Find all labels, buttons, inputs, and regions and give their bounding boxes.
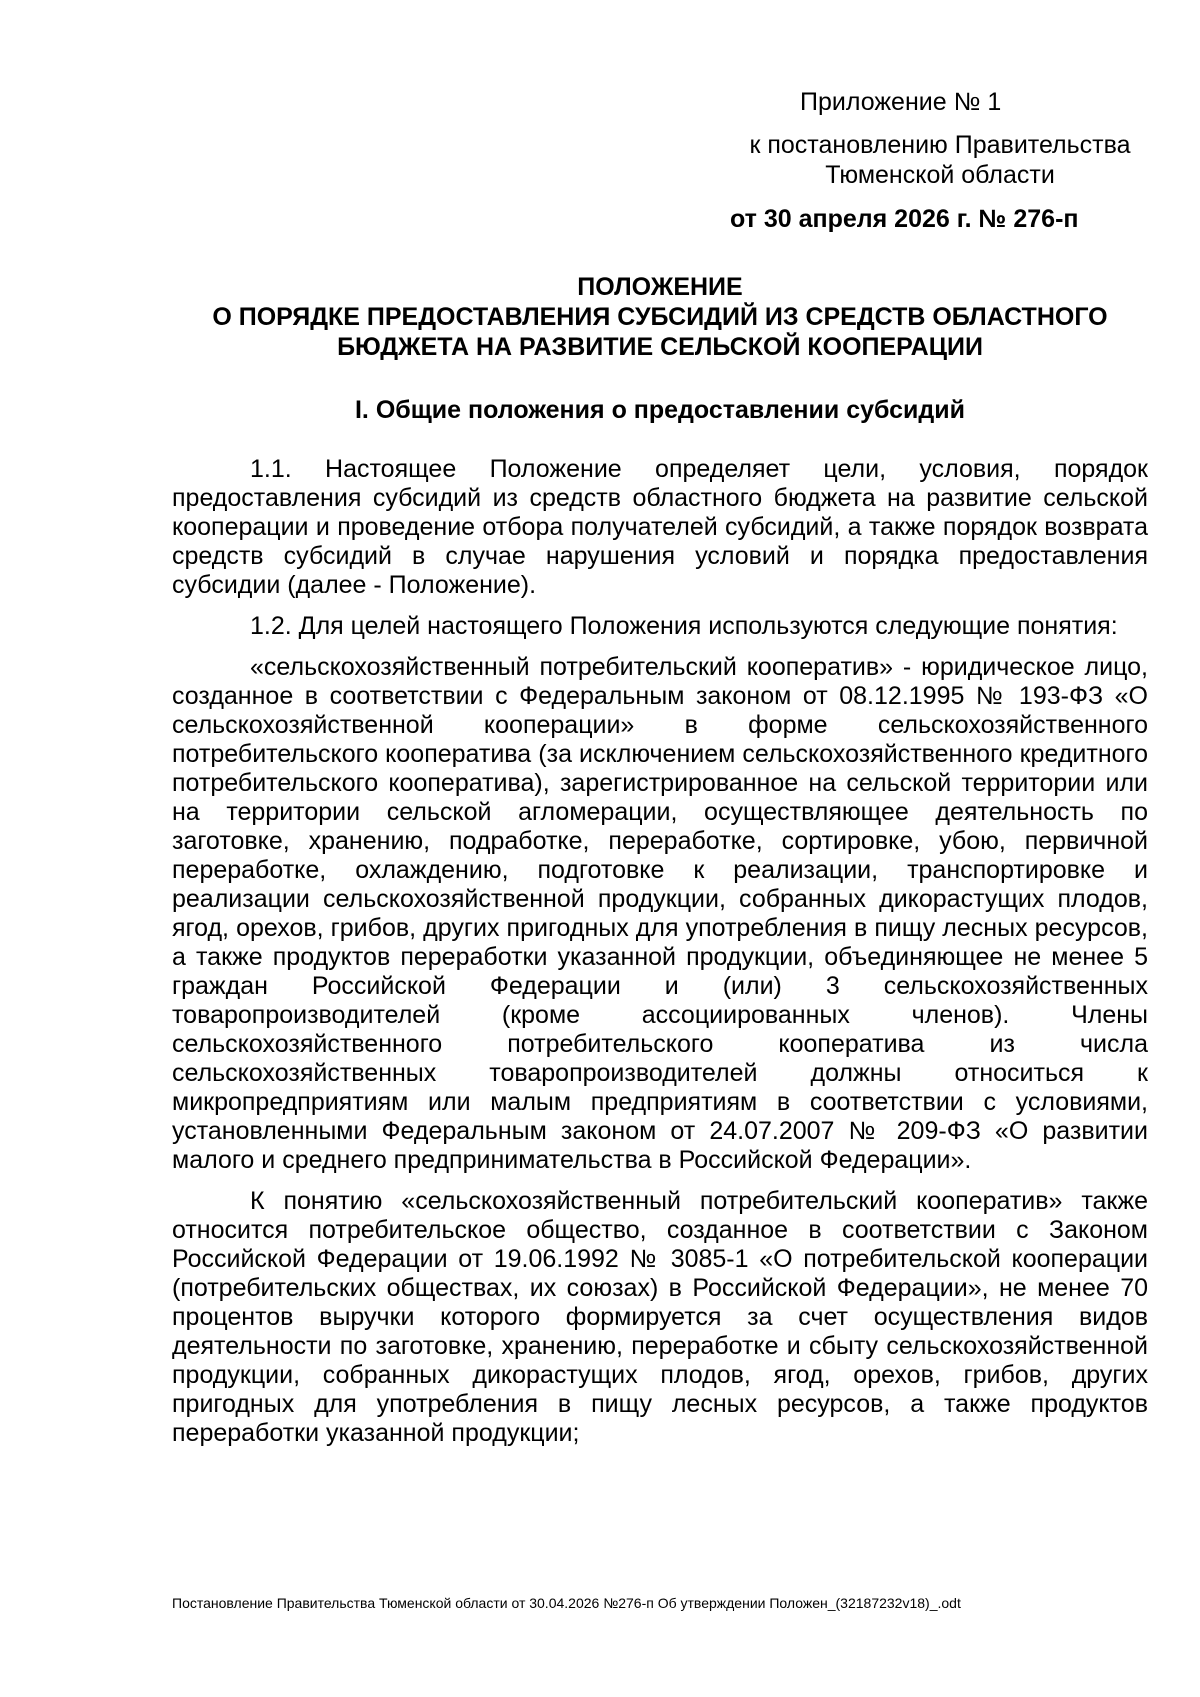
page-footer-filename: Постановление Правительства Тюменской области от 30.04.2026 №276-п Об утверждении Положен_(32187232v18)_.odt <box>172 1595 961 1611</box>
title-line-2: О ПОРЯДКЕ ПРЕДОСТАВЛЕНИЯ СУБСИДИЙ ИЗ СРЕДСТВ ОБЛАСТНОГО <box>212 303 1108 331</box>
title-line-3: БЮДЖЕТА НА РАЗВИТИЕ СЕЛЬСКОЙ КООПЕРАЦИИ <box>337 333 983 361</box>
paragraph-definition-cooperative: «сельскохозяйственный потребительский кооператив» - юридическое лицо, созданное в соответствии с Федеральным законом от 08.12.1995 № 193-ФЗ «О сельскохозяйственной кооперации» в форме сельскохозяйственного потребительского кооператива (за исключением сельскохозяйственного кредитного потребительского кооператива), зарегистрированное на сельской территории или на территории сельской агломерации, осуществляющее деятельность по заготовке, хранению, подработке, переработке, сортировке, убою, первичной переработке, охлаждению, подготовке к реализации, транспортировке и реализации сельскохозяйственной продукции, собранных дикорастущих плодов, ягод, орехов, грибов, других пригодных для употребления в пищу лесных ресурсов, а также продуктов переработки указанной продукции, объединяющее не менее 5 граждан Российской Федерации и (или) 3 сельскохозяйственных товаропроизводителей (кроме ассоциированных членов). Члены сельскохозяйственного потребительского кооператива из числа сельскохозяйственных товаропроизводителей должны относиться к микропредприятиям или малым предприятиям в соответствии с условиями, установленными Федеральным законом от 24.07.2007 № 209-ФЗ «О развитии малого и среднего предпринимательства в Российской Федерации». <box>172 653 1148 1174</box>
paragraph-1-2: 1.2. Для целей настоящего Положения используются следующие понятия: <box>250 612 1118 640</box>
document-title <box>172 272 1148 362</box>
appendix-resolution-reference: к постановлению Правительства Тюменской области <box>749 131 1131 189</box>
appendix-number: Приложение № 1 <box>800 88 1002 116</box>
document-body <box>172 455 1148 1460</box>
appendix-date-number: от 30 апреля 2026 г. № 276-п <box>730 205 1079 233</box>
section-heading: I. Общие положения о предоставлении субсидий <box>354 396 965 424</box>
paragraph-1-1: 1.1. Настоящее Положение определяет цели, условия, порядок предоставления субсидий из средств областного бюджета на развитие сельской кооперации и проведение отбора получателей субсидий, а также порядок возврата средств субсидий в случае нарушения условий и порядка предоставления субсидии (далее - Положение). <box>172 455 1148 599</box>
title-line-1: ПОЛОЖЕНИЕ <box>577 273 743 301</box>
paragraph-consumer-society: К понятию «сельскохозяйственный потребительский кооператив» также относится потребительское общество, созданное в соответствии с Законом Российской Федерации от 19.06.1992 № 3085-1 «О потребительской кооперации (потребительских обществах, их союзах) в Российской Федерации», не менее 70 процентов выручки которого формируется за счет осуществления видов деятельности по заготовке, хранению, переработке и сбыту сельскохозяйственной продукции, собранных дикорастущих плодов, ягод, орехов, грибов, других пригодных для употребления в пищу лесных ресурсов, а также продуктов переработки указанной продукции; <box>172 1187 1148 1447</box>
